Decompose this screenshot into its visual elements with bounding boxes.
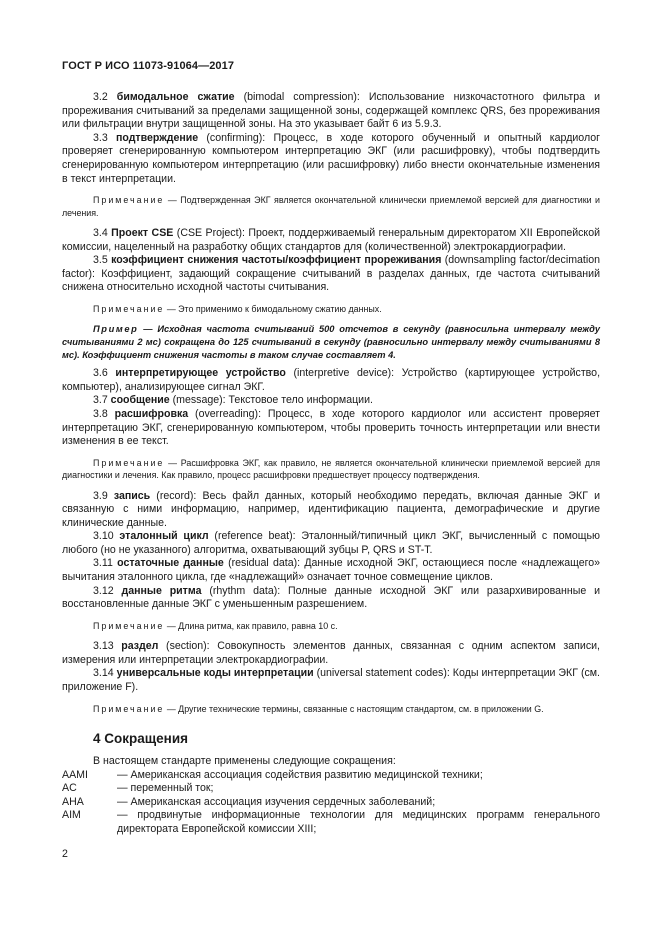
- definition-3-9: 3.9 запись (record): Весь файл данных, который необходимо передать, включая данные ЭКГ и связанную с ними информацию, например, идентификацию пациента, демографические и другие клинические данные.: [62, 489, 600, 529]
- section-intro: В настоящем стандарте применены следующие сокращения:: [93, 755, 396, 768]
- definition-3-14: 3.14 универсальные коды интерпретации (universal statement codes): Коды интерпретации ЭКГ (см. приложение F).: [62, 667, 600, 694]
- term: запись: [113, 489, 151, 502]
- definition-3-4: 3.4 Проект CSE (CSE Project): Проект, поддерживаемый генеральным директоратом XII Европейской комиссии, нацеленный на разработку общих стандартов для (количественной) электрокардиографии.: [62, 226, 600, 253]
- term: подтверждение: [115, 131, 199, 144]
- term: сообщение: [110, 394, 170, 407]
- abbreviation-key: AC: [62, 782, 77, 795]
- abbreviation-desc: — Американская ассоциация содействия развитию медицинской техники;: [117, 768, 483, 781]
- note-label: Примечание: [93, 457, 165, 468]
- term: интерпретирующее устройство: [115, 367, 286, 380]
- definition-3-10: 3.10 эталонный цикл (reference beat): Эталонный/типичный цикл ЭКГ, вычисленный с помощью любого (но не указанного) алгоритма, охватывающий зубцы P, QRS и ST-T.: [62, 530, 600, 556]
- note-label: Примечание: [93, 620, 165, 631]
- abbreviation-item: [62, 782, 600, 796]
- term: расшифровка: [114, 407, 189, 420]
- term: эталонный цикл: [119, 530, 209, 543]
- abbreviation-item: [62, 809, 600, 836]
- term: данные ритма: [121, 584, 202, 597]
- term: коэффициент снижения частоты/коэффициент прореживания: [111, 254, 442, 267]
- abbreviation-item: [62, 769, 600, 783]
- note-3-14: Примечание — Другие технические термины, связанные с настоящим стандартом, см. в приложении G.: [93, 703, 544, 714]
- note-3-5: Примечание — Это применимо к бимодальному сжатию данных.: [93, 303, 382, 314]
- note-label: Примечание: [93, 195, 165, 206]
- abbreviation-key: AAMI: [62, 768, 88, 781]
- definition-3-11: 3.11 остаточные данные (residual data): Данные исходной ЭКГ, остающиеся после «надлежащего» вычитания эталонного цикла, где «надлежащий» означает точное совмещение циклов.: [62, 557, 601, 584]
- definition-3-7: 3.7 сообщение (message): Текстовое тело информации.: [93, 394, 373, 407]
- abbreviation-desc: — переменный ток;: [117, 782, 214, 795]
- abbreviation-desc: — Американская ассоциация изучения сердечных заболеваний;: [117, 795, 436, 808]
- document-header: ГОСТ Р ИСО 11073-91064—2017: [62, 60, 235, 72]
- term: раздел: [121, 640, 159, 653]
- note-label: Примечание: [93, 703, 165, 714]
- note-3-8: Примечание — Расшифровка ЭКГ, как правило, не является окончательной клинически приемлемой версией для диагностики и лечения. Как правило, процесс расшифровки предшествует процессу подтверждения.: [62, 457, 600, 481]
- term: бимодальное сжатие: [116, 91, 235, 103]
- note-label: Примечание: [93, 303, 165, 314]
- note-3-3: Примечание — Подтвержденная ЭКГ является окончательной клинически приемлемой версией для диагностики и лечения.: [62, 195, 600, 218]
- definition-3-12: 3.12 данные ритма (rhythm data): Полные данные исходной ЭКГ или разархивированные и восстановленные данные ЭКГ с уменьшенным разрешением.: [62, 584, 600, 611]
- definition-3-2: 3.2 бимодальное сжатие (bimodal compression): Использование низкочастотного фильтра и прореживания считываний за пределами защищенной зоны, содержащей комплекс QRS, без прореживания или фильтрации внутри защищенной зоны. На это указывает байт 6 из 5.9.3.: [62, 91, 601, 131]
- definition-3-8: 3.8 расшифровка (overreading): Процесс, в ходе которого кардиолог или ассистент проверяет интерпретацию ЭКГ, сгенерированную компьютером, чтобы проверить точность интерпретации или внести изменения в ее текст.: [62, 407, 600, 448]
- definition-3-5: 3.5 коэффициент снижения частоты/коэффициент прореживания (downsampling factor/decimation factor): Коэффициент, задающий сокращение считываний в разделах данных, где частота считываний снижена относительно исходной частоты считывания.: [62, 254, 600, 294]
- section-heading: 4 Сокращения: [93, 731, 188, 747]
- example-3-5: Пример — Исходная частота считываний 500 отсчетов в секунду (равносильна интервалу между считываниями 2 мс) сокращена до 125 считываний в секунду (равносильно интервалу между считываниями 8 мс). Коэффициент снижения частоты в таком случае составляет 4.: [62, 324, 600, 360]
- definition-3-13: 3.13 раздел (section): Совокупность элементов данных, связанная с одним аспектом записи, измерения или интерпретации электрокардиографии.: [62, 640, 600, 666]
- abbreviation-list: [62, 769, 600, 837]
- page-number: 2: [62, 848, 68, 860]
- term: универсальные коды интерпретации: [116, 667, 314, 680]
- term: Проект CSE: [111, 226, 174, 239]
- document-body: [62, 91, 600, 837]
- definition-3-3: 3.3 подтверждение (confirming): Процесс, в ходе которого обученный и опытный кардиолог проверяет сгенерированную компьютером интерпретацию ЭКГ (или расшифровку), чтобы подтвердить сгенерированную компьютером интерпретацию (или расшифровку) либо внести окончательные изменения в текст интерпретации.: [62, 131, 601, 185]
- abbreviation-item: [62, 796, 600, 810]
- example-label: Пример: [93, 324, 139, 335]
- abbreviation-key: AHA: [62, 795, 84, 808]
- note-3-12: Примечание — Длина ритма, как правило, равна 10 с.: [93, 620, 338, 631]
- definition-3-6: 3.6 интерпретирующее устройство (interpretive device): Устройство (картирующее устройство, компьютер), анализирующее сигнал ЭКГ.: [62, 367, 601, 393]
- abbreviation-desc: — продвинутые информационные технологии для медицинских программ генерального директората Европейской комиссии XIII;: [117, 809, 600, 835]
- abbreviation-key: AIM: [62, 809, 81, 822]
- term: остаточные данные: [117, 557, 224, 570]
